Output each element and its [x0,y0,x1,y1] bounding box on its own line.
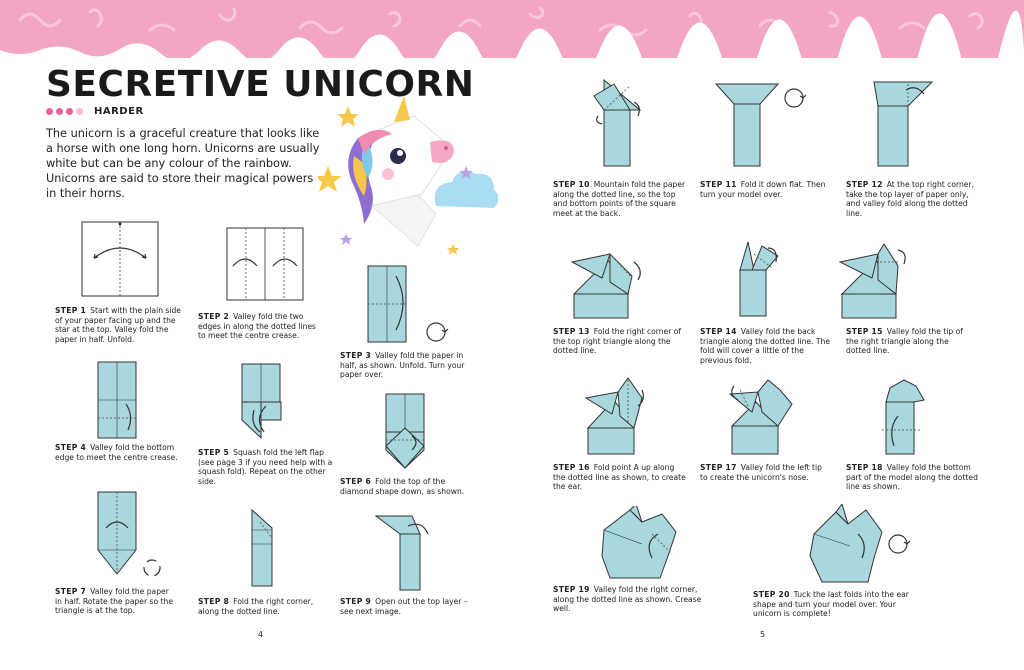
step-15-text: Valley fold the tip of the right triangle along the dotted line. [846,327,963,356]
step-12-text: At the top right corner, take the top layer of paper only, and valley fold along the dotted line. [846,180,974,218]
step-11-diagram [712,82,808,168]
step-11-caption [700,180,835,199]
step-1-text: Start with the plain side of your paper facing up and the star at the top. Valley fold the paper in half. Unfold. [55,306,181,344]
step-20-text: Tuck the last folds into the ear shape and turn your model over. Your unicorn is complete! [753,590,909,619]
step-13-text: Fold the right corner of the top right triangle along the dotted line. [553,327,682,356]
step-4-label: STEP 4 [55,443,87,452]
step-14-label: STEP 14 [700,327,737,336]
step-16-text: Fold point A up along the dotted line as shown, to create the ear. [553,463,686,492]
unicorn-illustration [318,96,498,256]
step-18-caption [846,463,981,492]
step-17-text: Valley fold the left tip to create the unicorn's nose. [700,463,822,482]
step-16-label: STEP 16 [553,463,590,472]
step-4-caption [55,443,185,462]
step-10-caption [553,180,688,218]
page-title: SECRETIVE UNICORN [46,64,475,105]
step-19-label: STEP 19 [553,585,590,594]
step-20-caption [753,590,913,619]
step-3-label: STEP 3 [340,351,372,360]
step-15-caption [846,327,976,356]
step-13-diagram [570,242,656,320]
top-banner [0,0,1024,58]
step-5-label: STEP 5 [198,448,230,457]
difficulty-label: HARDER [94,106,144,117]
step-17-caption [700,463,830,482]
step-20-diagram [808,504,912,586]
step-10-diagram [592,76,648,168]
step-15-diagram [838,240,916,320]
step-18-text: Valley fold the bottom part of the model along the dotted line as shown. [846,463,978,492]
difficulty-rating [46,106,144,117]
step-2-label: STEP 2 [198,312,230,321]
step-12-diagram [872,80,938,168]
step-7-caption [55,587,175,616]
step-14-caption [700,327,830,365]
step-8-label: STEP 8 [198,597,230,606]
step-16-caption [553,463,688,492]
step-6-diagram [384,392,428,470]
difficulty-dot-4 [76,108,83,115]
step-19-diagram [600,506,684,582]
step-3-caption [340,351,475,380]
step-1-diagram [80,220,160,298]
step-9-label: STEP 9 [340,597,372,606]
step-18-label: STEP 18 [846,463,883,472]
step-1-label: STEP 1 [55,306,87,315]
page-number-left: 4 [258,630,264,639]
step-3-diagram [366,264,452,344]
page-number-right: 5 [760,630,766,639]
step-14-diagram [732,240,788,318]
step-16-diagram [584,376,654,456]
step-3-text: Valley fold the paper in half, as shown. Unfold. Turn your paper over. [340,351,465,380]
step-20-label: STEP 20 [753,590,790,599]
step-8-caption [198,597,323,616]
step-17-diagram [728,376,798,456]
step-6-label: STEP 6 [340,477,372,486]
step-1-caption [55,306,190,344]
step-19-caption [553,585,703,614]
difficulty-dot-3 [66,108,73,115]
step-7-diagram [96,490,166,580]
step-14-text: Valley fold the back triangle along the dotted line. The fold will cover a little of the previous fold. [700,327,831,365]
difficulty-dot-2 [56,108,63,115]
step-6-text: Fold the top of the diamond shape down, as shown. [340,477,465,496]
step-12-caption [846,180,981,218]
step-2-diagram [225,226,305,302]
step-9-diagram [372,512,438,592]
step-19-text: Valley fold the right corner, along the dotted line as shown. Crease well. [553,585,702,614]
step-2-text: Valley fold the two edges in along the dotted lines to meet the centre crease. [198,312,317,341]
difficulty-dot-1 [46,108,53,115]
step-18-diagram [880,378,930,456]
step-13-caption [553,327,688,356]
step-6-caption [340,477,470,496]
step-9-text: Open out the top layer – see next image. [340,597,468,616]
step-7-label: STEP 7 [55,587,87,596]
intro-paragraph: The unicorn is a graceful creature that looks like a horse with one long horn. Unicorns are usually white but can be any colour of the rainbow. Unicorns are said to store their magical powers in their horns. [46,127,320,200]
step-5-caption [198,448,333,486]
step-15-label: STEP 15 [846,327,883,336]
step-8-diagram [250,508,276,588]
step-10-text: Mountain fold the paper along the dotted line, so the top and bottom points of the square meet at the back. [553,180,686,218]
step-10-label: STEP 10 [553,180,590,189]
step-4-diagram [96,360,138,440]
step-12-label: STEP 12 [846,180,883,189]
step-8-text: Fold the right corner, along the dotted line. [198,597,314,616]
step-5-text: Squash fold the left flap (see page 3 if you need help with a squash fold). Repeat on the other side. [198,448,333,486]
step-4-text: Valley fold the bottom edge to meet the centre crease. [55,443,178,462]
step-11-text: Fold it down flat. Then turn your model over. [700,180,826,199]
step-9-caption [340,597,470,616]
step-13-label: STEP 13 [553,327,590,336]
step-11-label: STEP 11 [700,180,737,189]
step-2-caption [198,312,323,341]
step-17-label: STEP 17 [700,463,737,472]
step-5-diagram [240,362,286,440]
step-7-text: Valley fold the paper in half. Rotate the paper so the triangle is at the top. [55,587,173,616]
